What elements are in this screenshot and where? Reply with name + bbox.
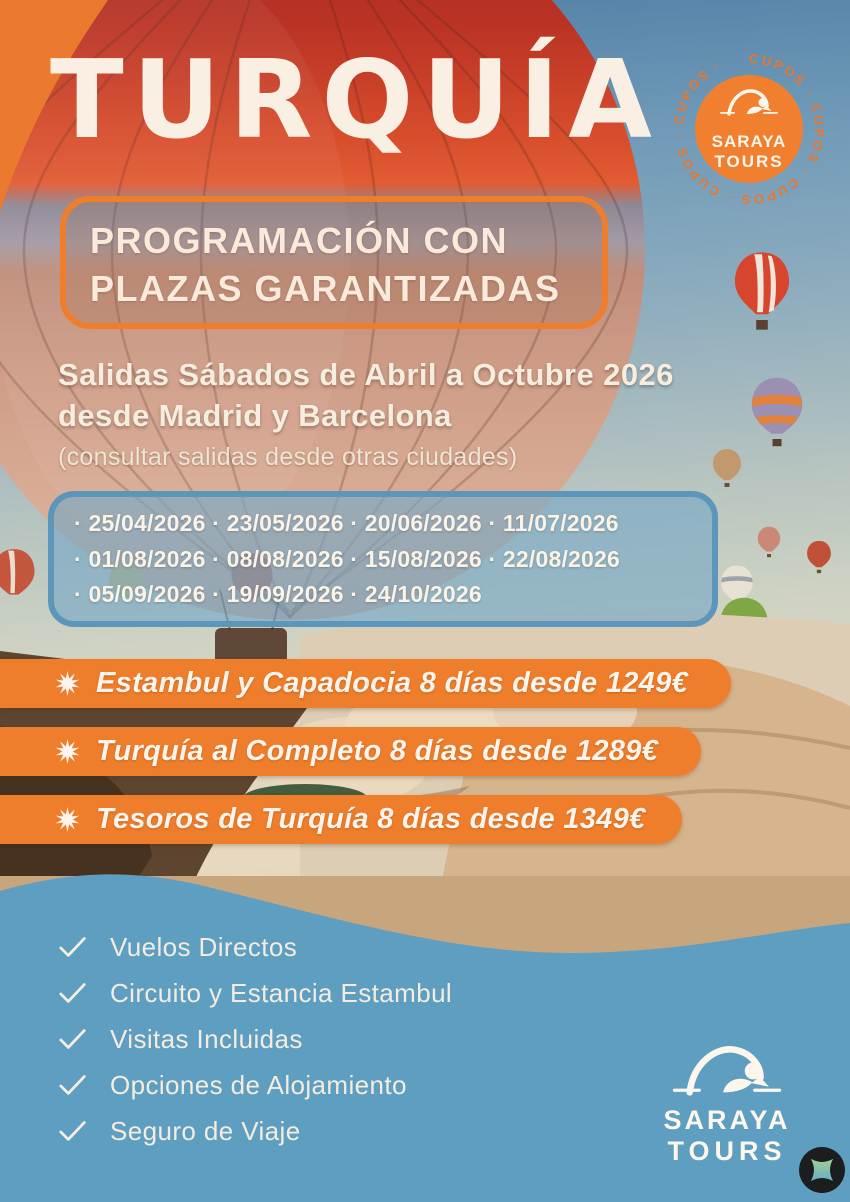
- program-box: [60, 196, 608, 329]
- offer-text: Tesoros de Turquía 8 días desde 1349€: [96, 803, 646, 835]
- cupos-ring-text: CUPOS · CUPOS · CUPOS · CUPOS · CUPOS ·: [670, 50, 828, 208]
- feature-text: Vuelos Directos: [110, 931, 298, 962]
- footer-logo: [642, 1042, 812, 1167]
- feature-item: [58, 1023, 452, 1054]
- feature-item: [58, 1069, 452, 1100]
- feature-item: [58, 931, 452, 962]
- offer-banner: [0, 659, 731, 708]
- feature-text: Seguro de Viaje: [110, 1115, 301, 1146]
- feature-text: Opciones de Alojamiento: [110, 1069, 407, 1100]
- departures-subtitle: [58, 354, 674, 472]
- check-icon: [58, 1026, 88, 1052]
- footer-brand-line1: SARAYA: [663, 1105, 791, 1135]
- badge-brand-line1: SARAYA: [711, 132, 787, 151]
- feature-item: [58, 977, 453, 1008]
- watermark-badge: [798, 1146, 846, 1194]
- feature-text: Circuito y Estancia Estambul: [110, 977, 453, 1008]
- star-burst-icon: [54, 806, 81, 833]
- offer-text: Turquía al Completo 8 días desde 1289€: [96, 735, 659, 767]
- feature-text: Visitas Incluidas: [110, 1023, 303, 1054]
- offer-banner: [0, 727, 701, 776]
- hot-air-balloon-graphic: [712, 448, 742, 488]
- subtitle-note: (consultar salidas desde otras ciudades): [58, 443, 518, 471]
- star-burst-icon: [54, 738, 81, 765]
- saraya-logo-icon: [669, 1042, 785, 1098]
- subtitle-line2: desde Madrid y Barcelona: [58, 398, 452, 433]
- check-icon: [58, 1118, 88, 1144]
- hot-air-balloon-graphic: [757, 526, 781, 558]
- offer-text: Estambul y Capadocia 8 días desde 1249€: [96, 667, 688, 699]
- program-box-line2: PLAZAS GARANTIZADAS: [90, 268, 561, 309]
- check-icon: [58, 934, 88, 960]
- dates-row: · 05/09/2026 · 19/09/2026 · 24/10/2026: [74, 581, 482, 608]
- cupos-badge: [664, 44, 834, 214]
- dates-row: · 01/08/2026 · 08/08/2026 · 15/08/2026 · 22/08/2026: [74, 545, 621, 572]
- features-list: [58, 931, 453, 1164]
- program-box-line1: PROGRAMACIÓN CON: [90, 220, 508, 261]
- footer-brand-line2: TOURS: [667, 1136, 787, 1166]
- hot-air-balloon-graphic: [750, 376, 804, 448]
- page-title: TURQUÍA: [50, 38, 661, 163]
- subtitle-line1: Salidas Sábados de Abril a Octubre 2026: [58, 357, 674, 392]
- dates-row: · 25/04/2026 · 23/05/2026 · 20/06/2026 · 11/07/2026: [74, 509, 619, 536]
- star-burst-icon: [54, 670, 81, 697]
- check-icon: [58, 1072, 88, 1098]
- check-icon: [58, 980, 88, 1006]
- hot-air-balloon-graphic: [733, 250, 791, 332]
- departure-dates-box: [48, 491, 718, 627]
- badge-brand-line2: TOURS: [714, 152, 784, 171]
- offer-banner: [0, 795, 682, 844]
- offer-banners: [0, 659, 731, 863]
- feature-item: [58, 1115, 452, 1146]
